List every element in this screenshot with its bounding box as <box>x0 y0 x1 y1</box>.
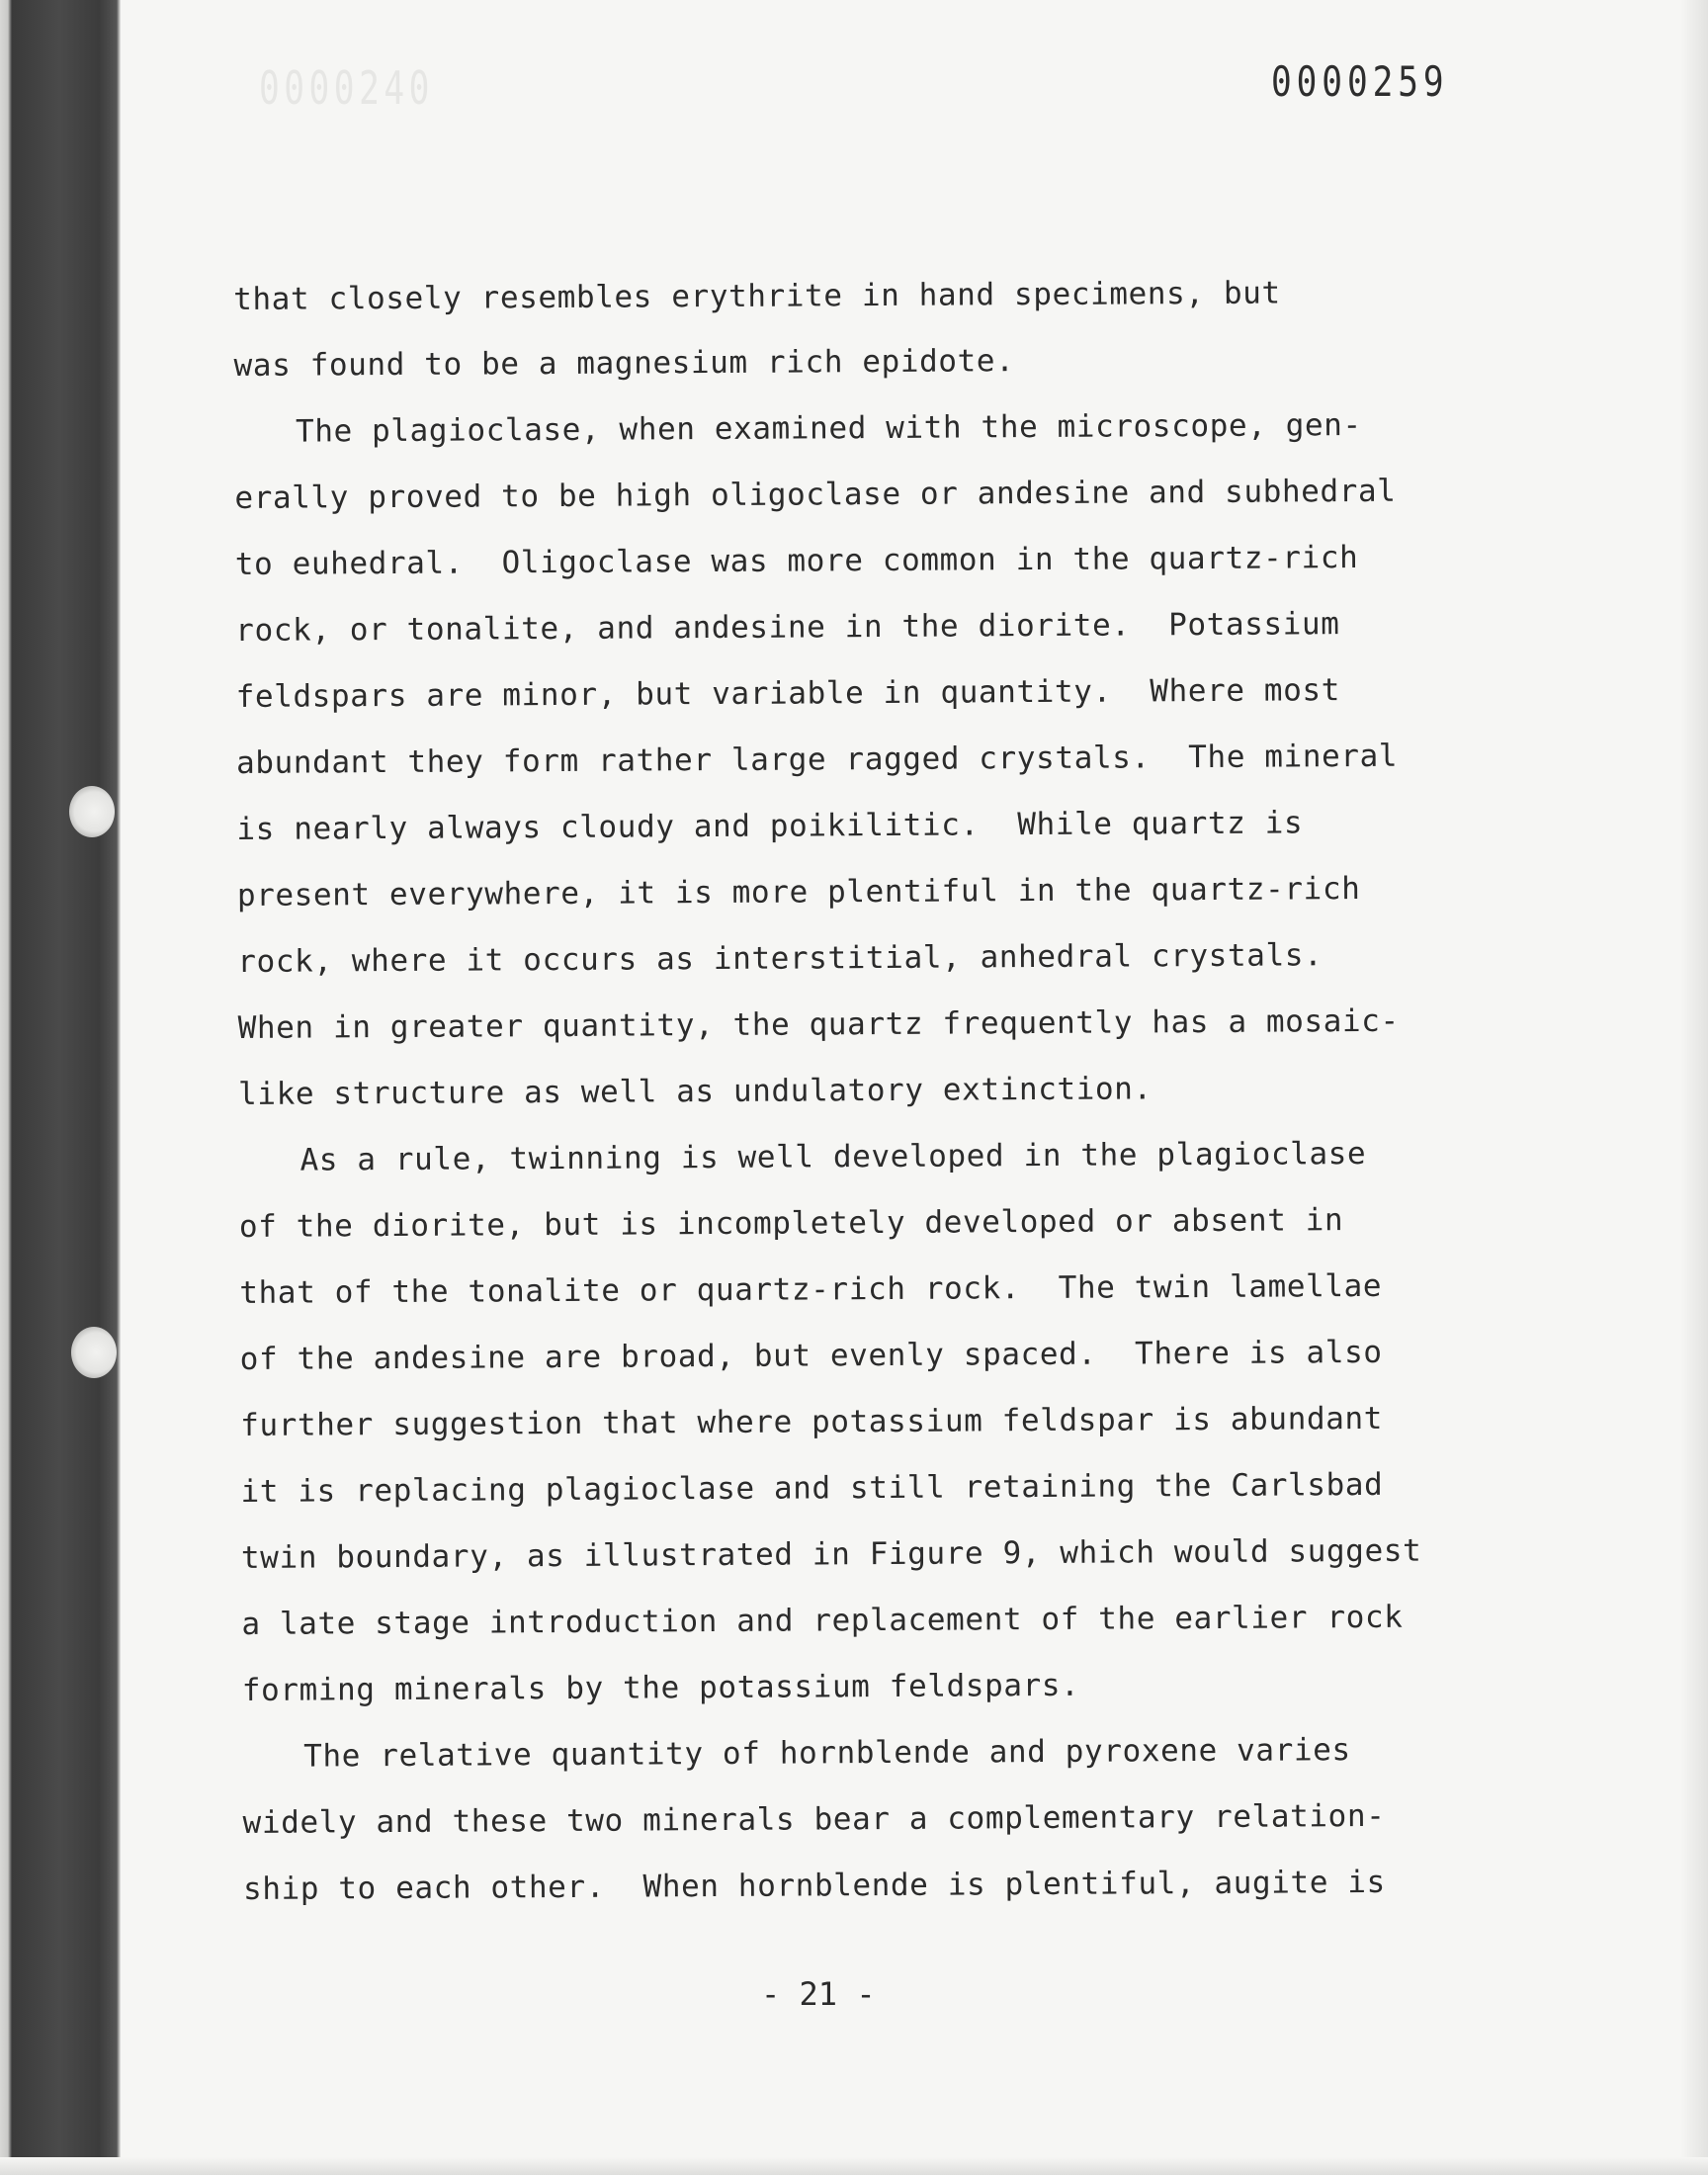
text-line: As a rule, twinning is well developed in the plagioclase <box>299 1136 1367 1178</box>
page-edge-bottom <box>0 2157 1708 2175</box>
text-line: erally proved to be high oligoclase or andesine and subhedral <box>234 473 1397 516</box>
text-line: was found to be a magnesium rich epidote. <box>233 343 1015 384</box>
text-line: a late stage introduction and replacement of the earlier rock <box>241 1599 1404 1642</box>
text-line: present everywhere, it is more plentiful in the quartz-rich <box>236 871 1361 914</box>
text-line: is nearly always cloudy and poikilitic. While quartz is <box>236 805 1304 847</box>
text-line: to euhedral. Oligoclase was more common in the quartz-rich <box>234 540 1359 582</box>
punch-hole-icon <box>69 786 115 837</box>
text-line: ship to each other. When hornblende is plentiful, augite is <box>242 1864 1386 1907</box>
text-line: When in greater quantity, the quartz frequently has a mosaic- <box>237 1002 1400 1046</box>
text-line: of the andesine are broad, but evenly spaced. There is also <box>239 1334 1383 1377</box>
text-line: The plagioclase, when examined with the microscope, gen- <box>295 407 1362 450</box>
document-stamp-number: 0000259 <box>1271 57 1449 106</box>
text-line: rock, or tonalite, and andesine in the diorite. Potassium <box>235 606 1340 649</box>
page-number: - 21 - <box>761 1975 876 2013</box>
text-line: forming minerals by the potassium feldspars. <box>241 1667 1080 1708</box>
text-line: that of the tonalite or quartz-rich rock. The twin lamellae <box>239 1267 1383 1311</box>
body-text <box>233 259 1528 1923</box>
text-line: abundant they form rather large ragged crystals. The mineral <box>235 738 1399 781</box>
text-line: rock, where it occurs as interstitial, anhedral crystals. <box>237 937 1324 980</box>
punch-hole-icon <box>71 1327 117 1378</box>
text-line: further suggestion that where potassium feldspar is abundant <box>240 1400 1384 1443</box>
text-line: twin boundary, as illustrated in Figure 9, which would suggest <box>240 1532 1422 1576</box>
text-line: like structure as well as undulatory extinction. <box>238 1071 1153 1112</box>
text-line: of the diorite, but is incompletely developed or absent in <box>238 1202 1344 1245</box>
text-line: that closely resembles erythrite in hand specimens, but <box>233 275 1281 317</box>
page-edge-right <box>1680 0 1708 2175</box>
text-line: The relative quantity of hornblende and pyroxene varies <box>303 1732 1351 1775</box>
ghost-stamp-number: 0000240 <box>259 61 434 115</box>
binding-strip <box>0 0 121 2175</box>
text-line: it is replacing plagioclase and still retaining the Carlsbad <box>240 1466 1384 1510</box>
text-line: widely and these two minerals bear a complementary relation- <box>242 1797 1386 1841</box>
text-line: feldspars are minor, but variable in quantity. Where most <box>235 672 1341 715</box>
